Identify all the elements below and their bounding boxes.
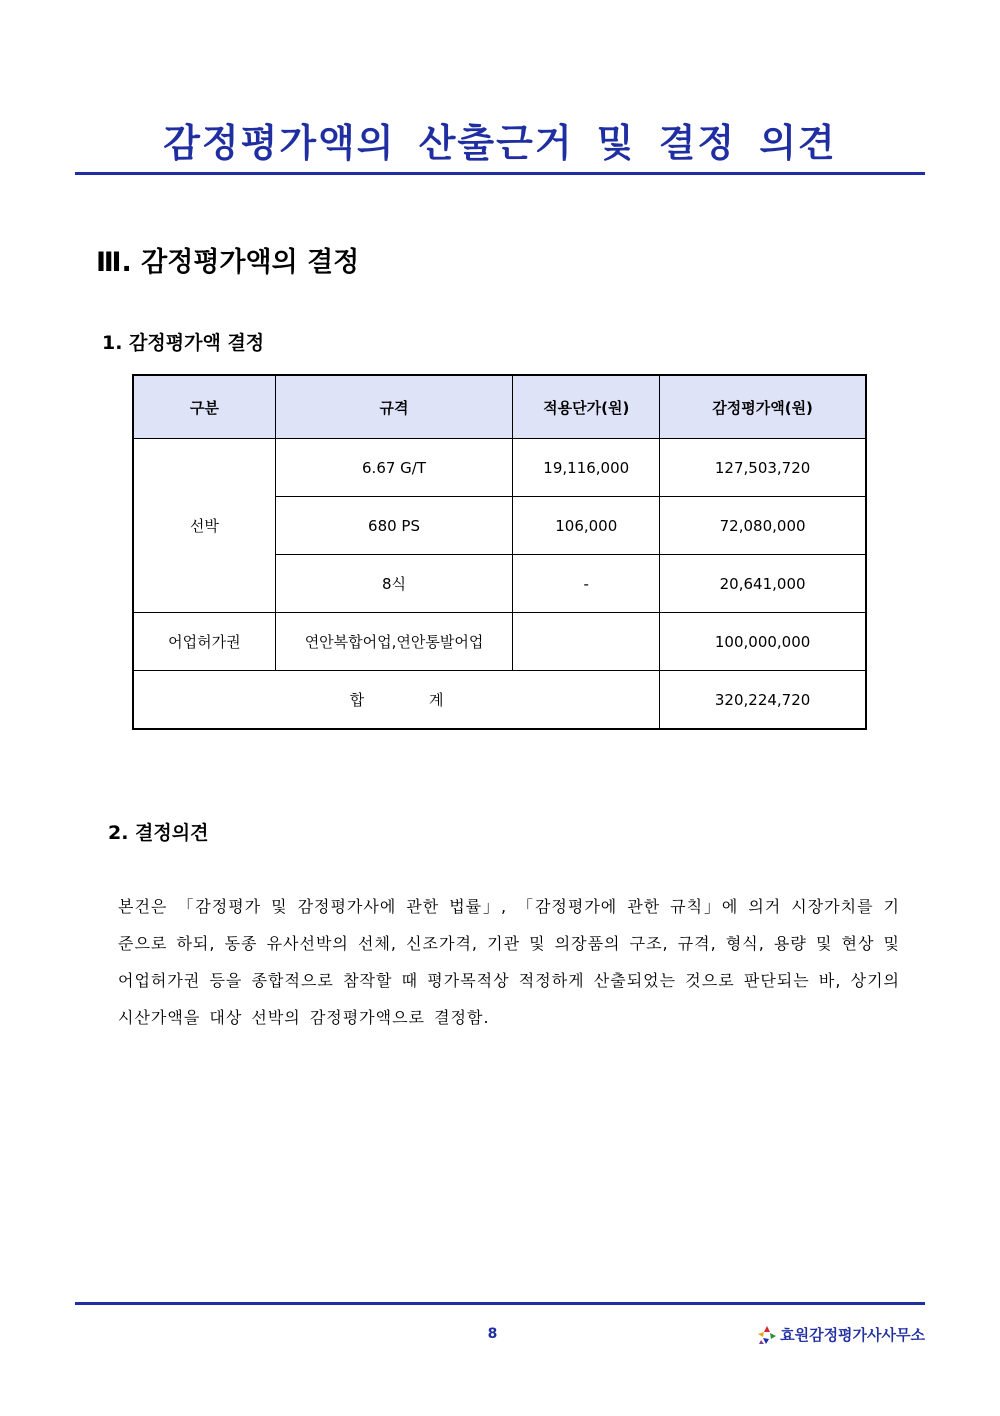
spec-cell: 6.67 G/T [275,439,513,497]
table-row [133,613,866,671]
amount-cell: 127,503,720 [660,439,866,497]
amount-cell: 72,080,000 [660,497,866,555]
amount-cell: 100,000,000 [660,613,866,671]
header-spec: 규격 [275,375,513,439]
company-logo-icon [757,1325,777,1345]
spec-cell: 연안복합어업,연안통발어업 [275,613,513,671]
unit-price-cell: - [513,555,660,613]
section-heading: Ⅲ. 감정평가액의 결정 [96,247,360,278]
footer-brand [757,1324,925,1345]
table-header-row [133,375,866,439]
header-unit-price: 적용단가(원) [513,375,660,439]
category-cell-vessel: 선박 [133,439,275,613]
subsection-heading-opinion: 2. 결정의견 [108,822,209,844]
subsection-heading-valuation: 1. 감정평가액 결정 [102,332,265,354]
amount-cell: 20,641,000 [660,555,866,613]
company-name: 효원감정평가사사무소 [780,1326,925,1344]
header-divider [75,172,925,175]
total-amount: 320,224,720 [660,671,866,730]
category-cell-license: 어업허가권 [133,613,275,671]
table-row [133,439,866,497]
total-label: 합 계 [133,671,660,730]
table-total-row [133,671,866,730]
header-amount: 감정평가액(원) [660,375,866,439]
unit-price-cell [513,613,660,671]
page-title: 감정평가액의 산출근거 및 결정 의견 [163,121,837,165]
spec-cell: 680 PS [275,497,513,555]
spec-cell: 8식 [275,555,513,613]
page-number: 8 [487,1326,498,1342]
opinion-paragraph: 본건은 「감정평가 및 감정평가사에 관한 법률」, 「감정평가에 관한 규칙」에 의거 시장가치를 기준으로 하되, 동종 유사선박의 선체, 신조가격, 기관 및 의장품의 구조, 규격, 형식, 용량 및 현상 및 어업허가권 등을 종합적으로 참작할 때 평가목적상 적정하게 산출되었는 것으로 판단되는 바, 상기의 시산가액을 대상 선박의 감정평가액으로 결정함. [118,897,900,1027]
unit-price-cell: 106,000 [513,497,660,555]
footer-divider [75,1302,925,1305]
header-category: 구분 [133,375,275,439]
unit-price-cell: 19,116,000 [513,439,660,497]
valuation-table [132,374,867,730]
